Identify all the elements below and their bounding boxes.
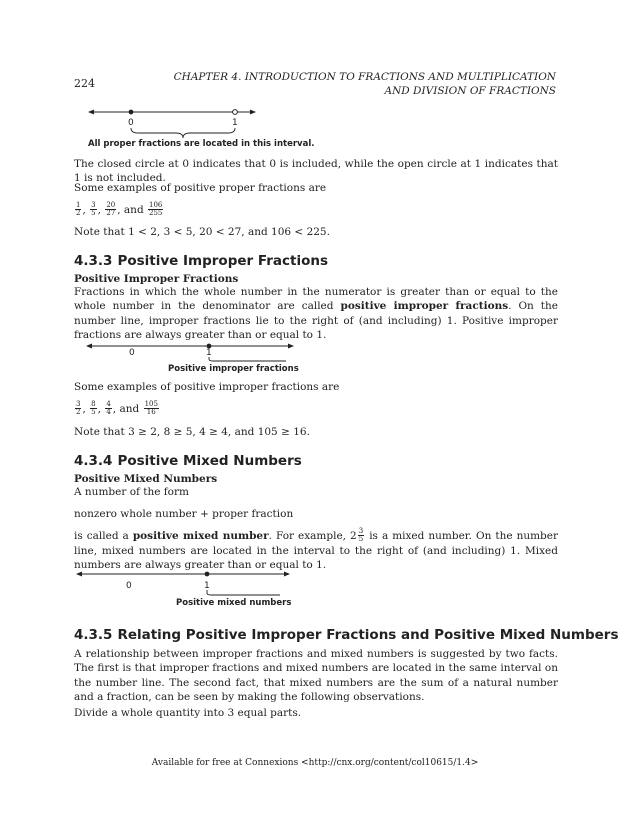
whole-part: 2 (350, 529, 357, 542)
definition-text: . On the number line, improper fractions lie to the right of (and including) 1. Positive improper fractions are always greater than or equal to 1. (74, 300, 558, 342)
and-word: and (123, 203, 144, 216)
number-line-proper-fractions (88, 106, 315, 151)
fraction (75, 202, 81, 218)
denominator: 16 (146, 408, 156, 417)
section-heading-4-3-3 (74, 252, 328, 271)
numerator: 8 (91, 400, 96, 408)
definition-mixed-line1: A number of the form (74, 486, 189, 498)
figure-caption-improper: Positive improper fractions (168, 364, 299, 374)
paragraph-improper-examples: Some examples of positive improper fractions are (74, 381, 340, 393)
section-number: 4.3.5 (74, 627, 113, 643)
numerator: 3 (76, 400, 81, 408)
interval-brace (131, 128, 235, 138)
open-circle-one (233, 110, 238, 115)
section-title: Relating Positive Improper Fractions and Positive Mixed Numbers (117, 627, 619, 643)
denominator: 5 (358, 535, 364, 544)
chapter-header-line-1: CHAPTER 4. INTRODUCTION TO FRACTIONS AND MULTIPLICATION (173, 71, 556, 83)
definition-heading-improper: Positive Improper Fractions (74, 273, 239, 285)
page-number: 224 (74, 77, 95, 90)
paragraph-divide: Divide a whole quantity into 3 equal parts. (74, 707, 302, 719)
denominator: 5 (91, 209, 96, 218)
and-word: and (119, 402, 140, 415)
section-heading-4-3-4 (74, 452, 302, 471)
section-number: 4.3.3 (74, 253, 113, 269)
definition-term: positive improper fractions (340, 300, 509, 313)
figure-caption-proper: All proper fractions are located in this interval. (88, 139, 315, 149)
paragraph-proper-examples: Some examples of positive proper fractions are (74, 182, 327, 194)
fraction (105, 202, 116, 218)
denominator: 27 (106, 209, 116, 218)
definition-heading-mixed: Positive Mixed Numbers (74, 473, 218, 485)
fraction (144, 401, 159, 417)
closed-circle-zero (129, 110, 134, 115)
definition-term: positive mixed number (132, 529, 269, 542)
chapter-header-line-2: AND DIVISION OF FRACTIONS (384, 84, 556, 97)
definition-mixed-formula: nonzero whole number + proper fraction (74, 508, 294, 520)
denominator: 255 (149, 209, 163, 218)
definition-mixed (74, 528, 558, 573)
fraction (148, 202, 163, 218)
chapter-header (174, 71, 556, 98)
paragraph-relationship: A relationship between improper fractions and mixed numbers is suggested by two facts. The first is that improper fractions and mixed numbers are located in the same interval on the number line. The second fact, that mixed numbers are the sum of a natural number and a fraction, can be seen by making the following observations. (74, 648, 558, 704)
tick-label-0: 0 (126, 581, 132, 591)
section-number: 4.3.4 (74, 453, 113, 469)
section-heading-4-3-5 (74, 626, 618, 645)
definition-improper (74, 285, 558, 343)
numerator: 20 (106, 201, 116, 209)
closed-circle-one (205, 572, 210, 577)
numerator: 105 (144, 400, 158, 408)
tick-label-1: 1 (206, 348, 212, 358)
fraction (90, 202, 96, 218)
section-title: Positive Improper Fractions (117, 253, 328, 269)
tick-label-1: 1 (204, 581, 210, 591)
note-improper: Note that 3 ≥ 2, 8 ≥ 5, 4 ≥ 4, and 105 ≥ 16. (74, 426, 310, 438)
numerator: 3 (358, 527, 364, 535)
denominator: 2 (76, 209, 81, 218)
fraction (358, 528, 364, 544)
fraction (105, 401, 111, 417)
definition-text: is a mixed number. On the number line, mixed numbers are located in the interval to the right of (and including) 1. Mixed numbers are always greater than or equal to 1. (74, 529, 559, 572)
interval-bracket (209, 357, 286, 361)
tick-label-0: 0 (129, 348, 135, 358)
tick-label-1: 1 (232, 118, 238, 128)
fraction (75, 401, 81, 417)
denominator: 2 (76, 408, 81, 417)
interval-bracket (207, 590, 280, 595)
page-footer: Available for free at Connexions <http://cnx.org/content/col10615/1.4> (151, 758, 479, 768)
numerator: 3 (91, 201, 96, 209)
fraction (90, 401, 96, 417)
denominator: 4 (106, 408, 111, 417)
improper-fraction-examples: $\frac{3}{2}$ , $\frac{8}{5}$ , $\frac{4}{4}$ , and $\frac{105}{16}$ (76, 400, 158, 417)
definition-text: is called a (74, 529, 133, 542)
numerator: 1 (76, 201, 81, 209)
section-title: Positive Mixed Numbers (117, 453, 302, 469)
denominator: 5 (91, 408, 96, 417)
figure-caption-mixed: Positive mixed numbers (176, 598, 292, 608)
definition-text: . For example, (268, 529, 351, 542)
definition-text: Fractions in which the whole number in the numerator is greater than or equal to the whole number in the denominator are called (74, 286, 558, 313)
number-line-improper-fractions (86, 340, 299, 375)
number-line-mixed-numbers (76, 568, 296, 610)
note-proper: Note that 1 < 2, 3 < 5, 20 < 27, and 106 < 225. (74, 226, 330, 238)
tick-label-0: 0 (128, 118, 134, 128)
mixed-number-example (350, 528, 365, 544)
numerator: 106 (149, 201, 163, 209)
paragraph-closed-circle: The closed circle at 0 indicates that 0 is included, while the open circle at 1 indicates that 1 is not included. (74, 158, 558, 185)
numerator: 4 (106, 400, 111, 408)
proper-fraction-examples: $\frac{1}{2}$ , $\frac{3}{5}$ , $\frac{20}{27}$ , and $\frac{106}{255}$ (76, 201, 163, 218)
